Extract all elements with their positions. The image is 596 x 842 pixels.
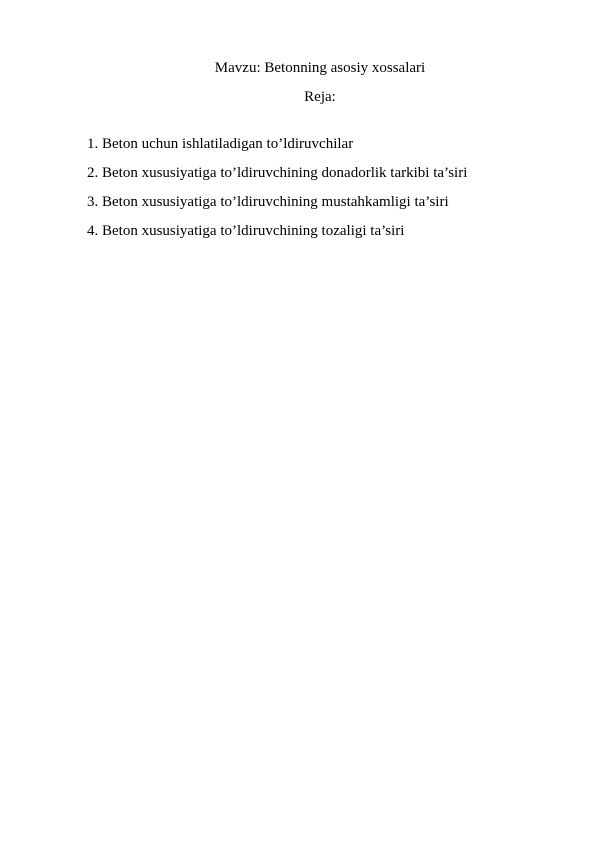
plan-heading: Reja:: [304, 89, 336, 105]
plan-item-1: 1. Beton uchun ishlatiladigan to’ldiruvchilar: [87, 136, 354, 152]
plan-item-2: 2. Beton xususiyatiga to’ldiruvchining donadorlik tarkibi ta’siri: [87, 165, 468, 181]
plan-item-3: 3. Beton xususiyatiga to’ldiruvchining mustahkamligi ta’siri: [87, 194, 449, 210]
document-title: Mavzu: Betonning asosiy xossalari: [214, 60, 426, 76]
plan-list: [87, 134, 467, 250]
plan-item-4: 4. Beton xususiyatiga to’ldiruvchining tozaligi ta’siri: [87, 223, 405, 239]
